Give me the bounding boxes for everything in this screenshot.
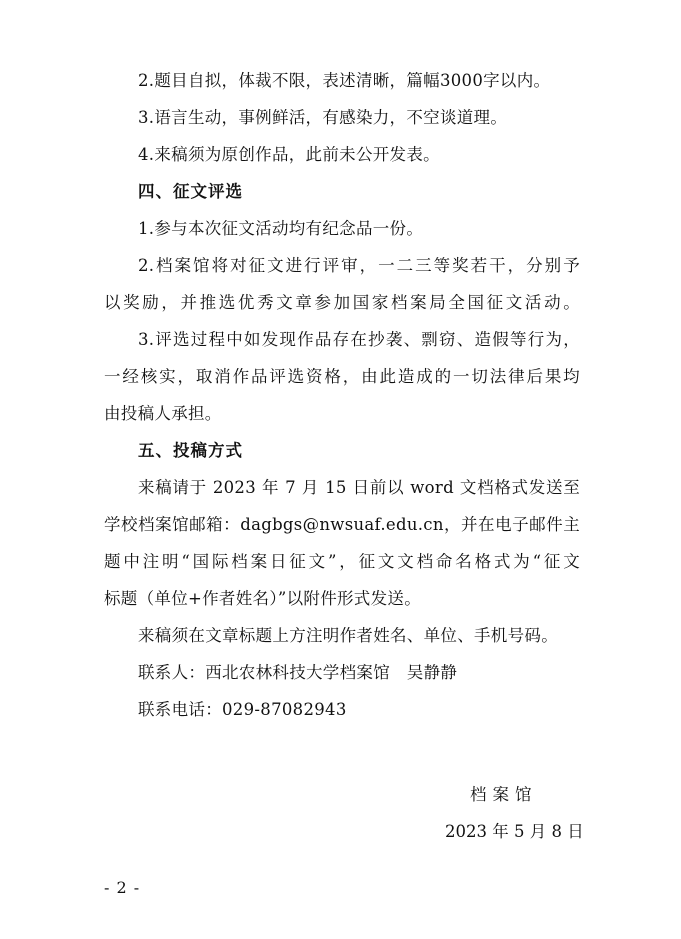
contact-person: 联系人：西北农林科技大学档案馆 吴静静: [138, 663, 458, 682]
submission-note: 来稿须在文章标题上方注明作者姓名、单位、手机号码。: [138, 626, 558, 645]
evaluation-item-2-line-2: 以奖励，并推选优秀文章参加国家档案局全国征文活动。: [104, 293, 580, 312]
requirement-item-4: 4.来稿须为原创作品，此前未公开发表。: [138, 145, 440, 164]
evaluation-item-3-line-1: 3.评选过程中如发现作品存在抄袭、剽窃、造假等行为，: [138, 330, 580, 349]
section-heading-evaluation: 四、征文评选: [138, 182, 243, 201]
requirement-item-3: 3.语言生动，事例鲜活，有感染力，不空谈道理。: [138, 108, 508, 127]
submission-para-line-3: 题中注明“国际档案日征文”，征文文档命名格式为“征文: [104, 552, 580, 571]
evaluation-item-3-line-3: 由投稿人承担。: [104, 404, 222, 423]
signature-org: 档案馆: [470, 785, 538, 804]
page-number: - 2 -: [104, 878, 141, 897]
evaluation-item-2-line-1: 2.档案馆将对征文进行评审，一二三等奖若干，分别予: [138, 256, 580, 275]
section-heading-submission: 五、投稿方式: [138, 441, 243, 460]
evaluation-item-3-line-2: 一经核实，取消作品评选资格，由此造成的一切法律后果均: [104, 367, 580, 386]
contact-phone: 联系电话：029-87082943: [138, 700, 347, 719]
evaluation-item-1: 1.参与本次征文活动均有纪念品一份。: [138, 219, 424, 238]
submission-para-line-4: 标题（单位+作者姓名）”以附件形式发送。: [104, 589, 422, 608]
signature-date: 2023 年 5 月 8 日: [445, 822, 584, 841]
requirement-item-2: 2.题目自拟，体裁不限，表述清晰，篇幅3000字以内。: [138, 71, 551, 90]
submission-para-line-1: 来稿请于 2023 年 7 月 15 日前以 word 文档格式发送至: [138, 478, 580, 497]
submission-para-line-2: 学校档案馆邮箱：dagbgs@nwsuaf.edu.cn，并在电子邮件主: [104, 515, 580, 534]
